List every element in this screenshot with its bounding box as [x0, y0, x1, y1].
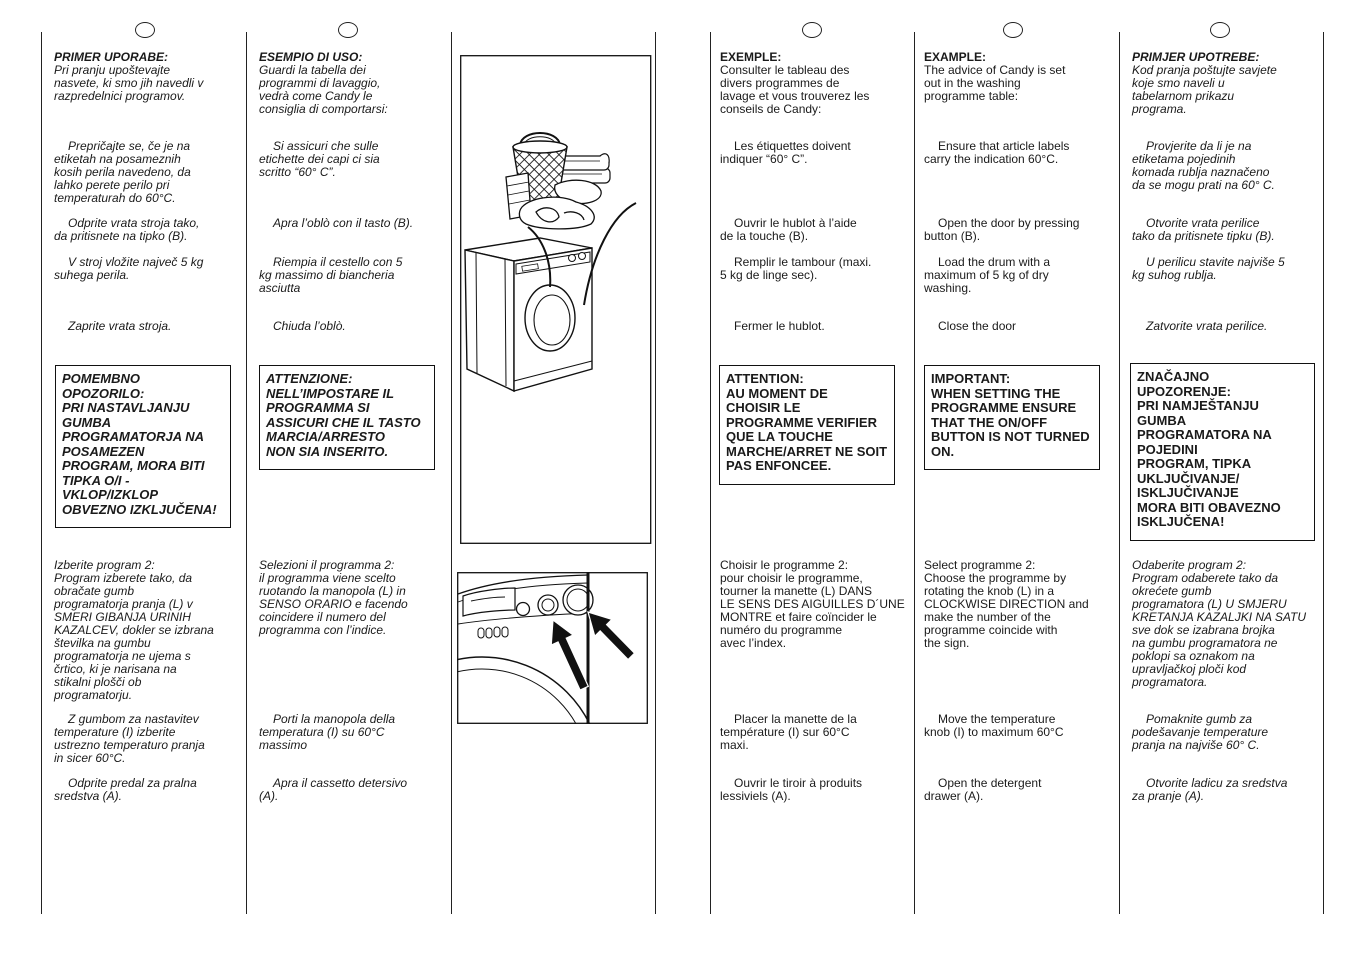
intro-text: Pri pranju upoštevajte nasvete, ki smo jih navedli v razpredelnici programov.	[54, 63, 204, 103]
drawer-instruction: Apra il cassetto detersivo (A).	[259, 776, 408, 803]
knob	[579, 253, 586, 260]
close-door-instruction: Close the door	[938, 319, 1017, 333]
column-it	[259, 0, 455, 954]
load-instruction: Load the drum with a maximum of 5 kg of dry washing.	[924, 255, 1051, 295]
labels-instruction: Les étiquettes doivent indiquer “60° C”.	[720, 139, 851, 166]
load-instruction: V stroj vložite največ 5 kg suhega perila.	[54, 255, 204, 282]
column-divider	[710, 32, 711, 914]
column-hr	[1132, 0, 1328, 954]
column-en	[924, 0, 1120, 954]
close-door-instruction: Chiuda l’oblò.	[273, 319, 346, 333]
column-fr	[720, 0, 916, 954]
temperature-instruction: Porti la manopola della temperatura (I) su 60°C massimo	[259, 712, 396, 752]
close-door-instruction: Zaprite vrata stroja.	[68, 319, 172, 333]
warning-text: POMEMBNO OPOZORILO: PRI NASTAVLJANJU GUMBA PROGRAMATORJA NA POSAMEZEN PROGRAM, MORA BITI TIPKA O/I - VKLOP/IZKLOP OBVEZNO IZKLJUČENA!	[62, 371, 217, 517]
open-door-instruction: Odprite vrata stroja tako, da pritisnete na tipko (B).	[54, 216, 200, 243]
labels-instruction: Si assicuri che sulle etichette dei capi ci sia scritto “60° C”.	[259, 139, 380, 179]
select-programme-instruction: Odaberite program 2: Program odaberete tako da okrećete gumb programatora (L) U SMJERU KRETANJA KAZALJKI NA SATU sve dok se izabrana brojka na gumbu programatora ne poklopi sa oznakom na upravljačkoj ploči kod programatora.	[1132, 558, 1307, 689]
temperature-instruction: Z gumbom za nastavitev temperature (I) izberite ustrezno temperaturo pranja in sicer 60°C.	[54, 712, 205, 765]
example-heading: ESEMPIO DI USO:	[259, 50, 363, 64]
warning-box	[924, 365, 1100, 470]
open-door-instruction: Ouvrir le hublot à l’aide de la touche (B).	[720, 216, 857, 243]
washing-machine-illustration	[465, 238, 592, 391]
knob	[517, 603, 530, 616]
select-programme-instruction: Izberite program 2: Program izberete tako, da obračate gumb programatorja pranja (L) v SMERI GIBANJA URINIH KAZALCEV, dokler se izbrana številka na gumbu programatorja ne ujema s črtico, ki je narisana na stikalni plošči ob programatorju.	[54, 558, 214, 702]
temperature-instruction: Move the temperature knob (I) to maximum 60°C	[924, 712, 1064, 739]
close-door-instruction: Zatvorite vrata perilice.	[1146, 319, 1268, 333]
example-heading: EXAMPLE:	[924, 50, 987, 64]
open-door-instruction: Otvorite vrata perilice tako da pritisnete tipku (B).	[1132, 216, 1275, 243]
select-programme-instruction: Selezioni il programma 2: il programma viene scelto ruotando la manopola (L) in SENSO ORARIO e facendo coincidere il numero del programma con l’indice.	[259, 558, 408, 637]
warning-box	[1130, 363, 1315, 541]
control-panel-illustration	[457, 572, 648, 724]
drawer-instruction: Odprite predal za pralna sredstva (A).	[54, 776, 197, 803]
open-door-instruction: Apra l’oblò con il tasto (B).	[273, 216, 414, 230]
select-programme-instruction: Select programme 2: Choose the programme by rotating the knob (L) in a CLOCKWISE DIRECTION and make the number of the programme coincide with the sign.	[924, 558, 1089, 650]
example-heading: PRIMER UPORABE:	[54, 50, 169, 64]
intro-text: Kod pranja poštujte savjete koje smo naveli u tabelarnom prikazu programa.	[1132, 63, 1277, 116]
warning-text: ATTENZIONE: NELL’IMPOSTARE IL PROGRAMMA SI ASSICURI CHE IL TASTO MARCIA/ARRESTO NON SIA INSERITO.	[266, 371, 421, 459]
knob	[569, 255, 576, 262]
warning-box	[719, 365, 895, 485]
drawer-instruction: Otvorite ladicu za sredstva za pranje (A).	[1132, 776, 1288, 803]
drawer-instruction: Ouvrir le tiroir à produits lessiviels (A).	[720, 776, 863, 803]
warning-text: ATTENTION: AU MOMENT DE CHOISIR LE PROGRAMME VERIFIER QUE LA TOUCHE MARCHE/ARRET NE SOIT PAS ENFONCEE.	[726, 371, 888, 473]
example-heading: EXEMPLE:	[720, 50, 782, 64]
labels-instruction: Ensure that article labels carry the indication 60°C.	[924, 139, 1070, 166]
warning-box	[55, 365, 231, 528]
column-divider	[655, 32, 656, 914]
labels-instruction: Prepričajte se, če je na etiketah na posameznih kosih perila navedeno, da lahko perete perilo pri temperaturah do 60°C.	[54, 139, 191, 205]
warning-text: IMPORTANT: WHEN SETTING THE PROGRAMME ENSURE THAT THE ON/OFF BUTTON IS NOT TURNED ON.	[931, 371, 1090, 459]
loading-laundry-illustration	[460, 55, 652, 544]
load-instruction: U perilicu stavite najviše 5 kg suhog rublja.	[1132, 255, 1285, 282]
labels-instruction: Provjerite da li je na etiketama pojedinih komada rublja naznačeno da se mogu prati na 60° C.	[1132, 139, 1275, 192]
warning-box	[259, 365, 435, 470]
intro-text: The advice of Candy is set out in the washing programme table:	[924, 63, 1066, 103]
drawer-instruction: Open the detergent drawer (A).	[924, 776, 1042, 803]
open-door-instruction: Open the door by pressing button (B).	[924, 216, 1080, 243]
column-sl	[54, 0, 250, 954]
temperature-instruction: Pomaknite gumb za podešavanje temperature pranja na najviše 60° C.	[1132, 712, 1269, 752]
load-instruction: Riempia il cestello con 5 kg massimo di biancheria asciutta	[259, 255, 403, 295]
column-divider	[41, 32, 42, 914]
load-instruction: Remplir le tambour (maxi. 5 kg de linge sec).	[720, 255, 872, 282]
close-door-instruction: Fermer le hublot.	[734, 319, 825, 333]
select-programme-instruction: Choisir le programme 2: pour choisir le programme, tourner la manette (L) DANS LE SENS DES AIGUILLES D´UNE MONTRE et faire coïncider le numéro du programme avec l’index.	[720, 558, 905, 650]
example-heading: PRIMJER UPOTREBE:	[1132, 50, 1260, 64]
intro-text: Consulter le tableau des divers programmes de lavage et vous trouverez les conseils de Candy:	[720, 63, 870, 116]
temperature-instruction: Placer la manette de la température (I) sur 60°C maxi.	[720, 712, 857, 752]
warning-text: ZNAČAJNO UPOZORENJE: PRI NAMJEŠTANJU GUMBA PROGRAMATORA NA POJEDINI PROGRAM, TIPKA UKLJUČIVANJE/ ISKLJUČIVANJE MORA BITI OBAVEZNO ISKLJUČENA!	[1137, 369, 1281, 529]
intro-text: Guardi la tabella dei programmi di lavaggio, vedrà come Candy le consiglia di comportarsi:	[259, 63, 388, 116]
